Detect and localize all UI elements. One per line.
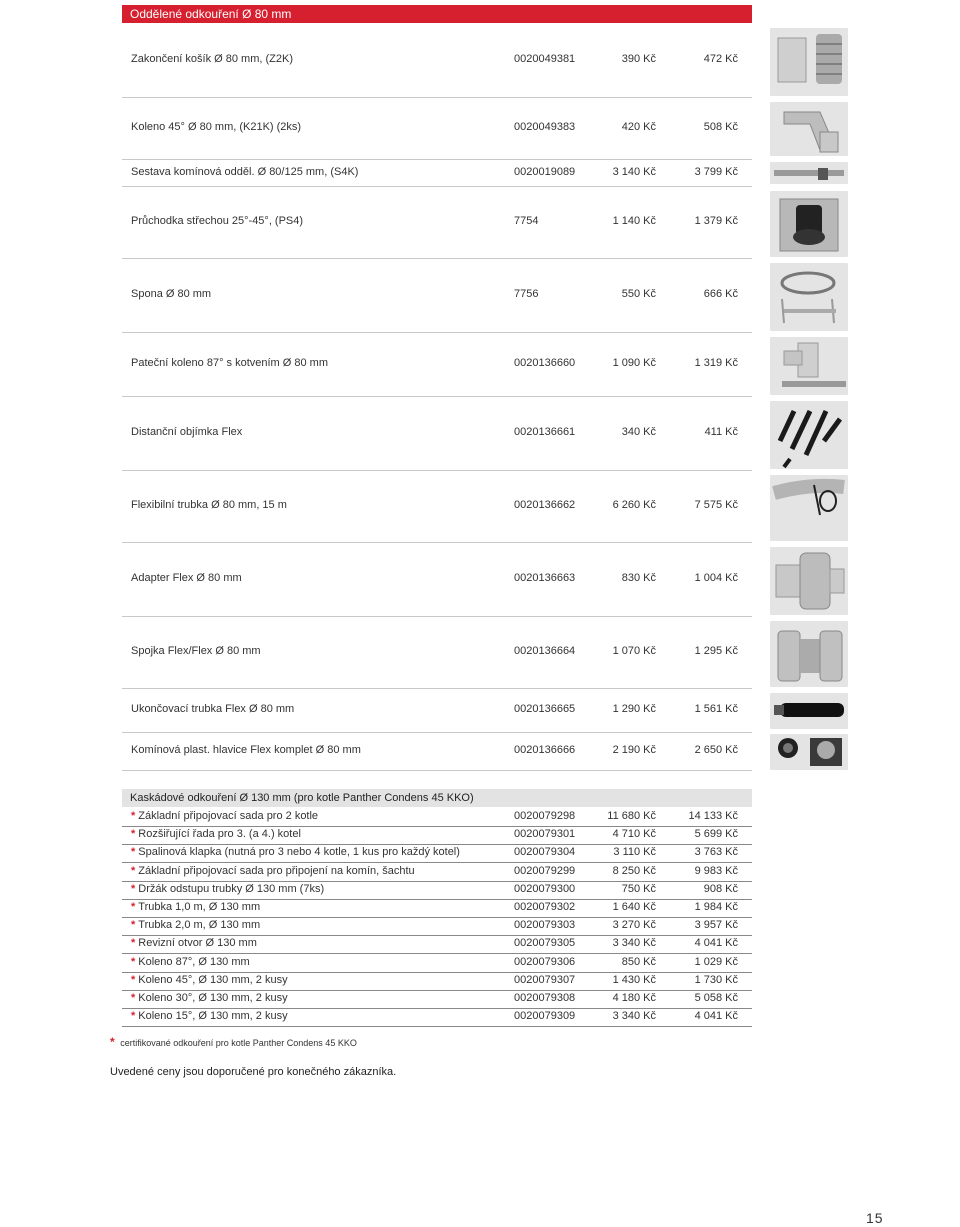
price-with-vat: 1 029 Kč [694,955,738,968]
price-with-vat: 2 650 Kč [694,744,738,756]
clamp-photo [770,263,848,331]
price-with-vat: 1 379 Kč [694,215,738,227]
product-code: 0020079306 [514,955,576,968]
price-with-vat: 9 983 Kč [694,864,738,877]
product-name: Průchodka střechou 25°-45°, (PS4) [131,215,304,227]
price-with-vat: 3 957 Kč [694,919,738,932]
price-with-vat: 908 Kč [703,882,738,895]
product-code: 0020079301 [514,828,576,841]
price-with-vat: 4 041 Kč [694,937,738,950]
price-with-vat: 4 041 Kč [694,1010,738,1023]
product-row [122,332,752,397]
price-without-vat: 340 Kč [621,426,656,438]
product-code: 7754 [514,215,539,227]
price-without-vat: 830 Kč [621,572,656,584]
product-code: 0020079309 [514,1010,576,1023]
page-number: 15 [866,1210,884,1226]
price-without-vat: 11 680 Kč [607,810,656,822]
product-row [122,732,752,771]
product-name-text: Základní připojovací sada pro připojení na komín, šachtu [138,864,415,877]
product-name: Spojka Flex/Flex Ø 80 mm [131,645,261,657]
product-name [131,863,415,880]
chimney-cap-photo [770,734,848,770]
cascade-product-row [122,990,752,1009]
product-code: 0020019089 [514,166,576,178]
certified-star: * [131,992,136,1004]
product-code: 0020079302 [514,901,576,913]
product-name: Flexibilní trubka Ø 80 mm, 15 m [131,499,287,511]
product-name-text: Revizní otvor Ø 130 mm [138,937,257,950]
price-without-vat: 1 640 Kč [612,901,656,913]
price-without-vat: 750 Kč [621,882,656,895]
price-without-vat: 550 Kč [621,288,656,300]
price-with-vat: 666 Kč [703,288,738,300]
product-row [122,542,752,617]
product-code: 0020079304 [514,846,576,859]
section-title-cascade-flue: Kaskádové odkouření Ø 130 mm (pro kotle Panther Condens 45 KKO) [122,789,752,807]
footnote [110,1035,357,1049]
cascade-product-row [122,826,752,845]
product-name-text: Koleno 45°, Ø 130 mm, 2 kusy [138,973,288,986]
product-code: 0020079299 [514,864,576,877]
cascade-product-row [122,917,752,936]
product-code: 0020136661 [514,426,576,438]
elbow-45-photo [770,102,848,156]
product-name-text: Koleno 15°, Ø 130 mm, 2 kusy [138,1010,288,1023]
footnote-star: * [110,1035,115,1049]
cascade-product-row [122,863,752,882]
base-elbow-photo [770,337,848,395]
product-name-text: Spalinová klapka (nutná pro 3 nebo 4 kotle, 1 kus pro každý kotel) [138,846,460,859]
product-name: Komínová plast. hlavice Flex komplet Ø 80 mm [131,744,361,756]
product-name [131,844,460,861]
product-code: 0020136663 [514,572,576,584]
price-with-vat: 14 133 Kč [688,810,738,822]
price-without-vat: 4 180 Kč [612,992,656,1004]
price-without-vat: 3 270 Kč [612,919,656,932]
price-with-vat: 5 699 Kč [694,828,738,841]
certified-star: * [131,919,136,932]
certified-star: * [131,937,136,950]
price-without-vat: 8 250 Kč [612,864,656,877]
product-name: Zakončení košík Ø 80 mm, (Z2K) [131,53,293,65]
cascade-product-row [122,881,752,900]
product-code: 0020136660 [514,357,576,369]
price-with-vat: 508 Kč [703,121,738,133]
cascade-product-row [122,1008,752,1027]
product-name [131,1008,288,1025]
product-name [131,990,288,1007]
product-name [131,826,301,843]
product-row [122,186,752,259]
adapter-photo [770,547,848,615]
product-row [122,470,752,543]
product-row [122,159,752,187]
product-name [131,899,260,916]
price-with-vat: 472 Kč [703,53,738,65]
prices-note: Uvedené ceny jsou doporučené pro konečného zákazníka. [110,1066,397,1078]
cascade-product-row [122,808,752,827]
price-with-vat: 1 295 Kč [694,645,738,657]
product-code: 0020079305 [514,937,576,950]
product-code: 0020079303 [514,919,576,932]
product-name-text: Rozšiřující řada pro 3. (a 4.) kotel [138,828,301,841]
price-without-vat: 420 Kč [621,121,656,133]
price-without-vat: 3 340 Kč [612,937,656,950]
product-code: 0020136664 [514,645,576,657]
price-with-vat: 7 575 Kč [694,499,738,511]
spacer-photo [770,401,848,469]
certified-star: * [131,864,136,877]
product-code: 0020079298 [514,810,576,822]
section-title-separate-flue: Oddělené odkouření Ø 80 mm [122,5,752,23]
cascade-product-row [122,935,752,954]
product-name-text: Trubka 1,0 m, Ø 130 mm [138,901,261,913]
product-code: 0020079307 [514,973,576,986]
product-row [122,396,752,471]
certified-star: * [131,810,136,822]
certified-star: * [131,846,136,859]
chimney-set-photo [770,162,848,184]
product-code: 0020079300 [514,882,576,895]
price-without-vat: 1 290 Kč [612,703,656,715]
product-name: Distanční objímka Flex [131,426,243,438]
price-with-vat: 1 730 Kč [694,973,738,986]
product-name: Sestava komínová odděl. Ø 80/125 mm, (S4K) [131,166,359,178]
price-with-vat: 1 984 Kč [694,901,738,913]
product-row [122,97,752,160]
product-name: Ukončovací trubka Flex Ø 80 mm [131,703,295,715]
product-name: Pateční koleno 87° s kotvením Ø 80 mm [131,357,328,369]
product-row [122,23,752,98]
price-without-vat: 6 260 Kč [612,499,656,511]
cascade-product-row [122,972,752,991]
certified-star: * [131,828,136,841]
price-without-vat: 3 140 Kč [612,166,656,178]
certified-star: * [131,973,136,986]
price-without-vat: 1 070 Kč [612,645,656,657]
certified-star: * [131,955,136,968]
product-code: 7756 [514,288,539,300]
price-with-vat: 3 763 Kč [694,846,738,859]
certified-star: * [131,901,136,913]
cascade-product-row [122,954,752,973]
cascade-product-row [122,844,752,863]
product-code: 0020136665 [514,703,576,715]
price-without-vat: 850 Kč [621,955,656,968]
product-name: Koleno 45° Ø 80 mm, (K21K) (2ks) [131,121,302,133]
price-without-vat: 4 710 Kč [612,828,656,841]
price-with-vat: 1 319 Kč [694,357,738,369]
price-without-vat: 2 190 Kč [612,744,656,756]
product-name: Spona Ø 80 mm [131,288,212,300]
price-with-vat: 3 799 Kč [694,166,738,178]
product-name [131,954,250,971]
product-row [122,688,752,733]
product-code: 0020136666 [514,744,576,756]
chimney-basket-photo [770,28,848,96]
price-with-vat: 1 561 Kč [694,703,738,715]
product-name [131,881,324,898]
product-name-text: Koleno 87°, Ø 130 mm [138,955,250,968]
certified-star: * [131,1010,136,1023]
product-code: 0020079308 [514,992,576,1004]
certified-star: * [131,882,136,895]
price-with-vat: 411 Kč [704,426,738,438]
flex-pipe-photo [770,475,848,541]
product-code: 0020049383 [514,121,576,133]
footnote-text: certifikované odkouření pro kotle Panther Condens 45 KKO [120,1038,357,1048]
cascade-product-row [122,899,752,918]
price-with-vat: 5 058 Kč [694,992,738,1004]
product-name-text: Trubka 2,0 m, Ø 130 mm [138,919,261,932]
price-with-vat: 1 004 Kč [694,572,738,584]
product-name-text: Držák odstupu trubky Ø 130 mm (7ks) [138,882,325,895]
roof-flashing-photo [770,191,848,257]
product-name [131,972,288,989]
product-name: Adapter Flex Ø 80 mm [131,572,242,584]
price-without-vat: 390 Kč [621,53,656,65]
product-name-text: Koleno 30°, Ø 130 mm, 2 kusy [138,992,288,1004]
end-pipe-photo [770,693,848,729]
product-name [131,808,318,825]
product-code: 0020049381 [514,53,576,65]
price-without-vat: 3 340 Kč [612,1010,656,1023]
price-without-vat: 1 430 Kč [612,973,656,986]
product-name [131,917,260,934]
product-row [122,258,752,333]
price-without-vat: 3 110 Kč [613,846,656,859]
price-without-vat: 1 140 Kč [612,215,656,227]
product-name-text: Základní připojovací sada pro 2 kotle [138,810,319,822]
product-code: 0020136662 [514,499,576,511]
product-row [122,616,752,689]
product-name [131,935,257,952]
coupler-photo [770,621,848,687]
price-without-vat: 1 090 Kč [612,357,656,369]
